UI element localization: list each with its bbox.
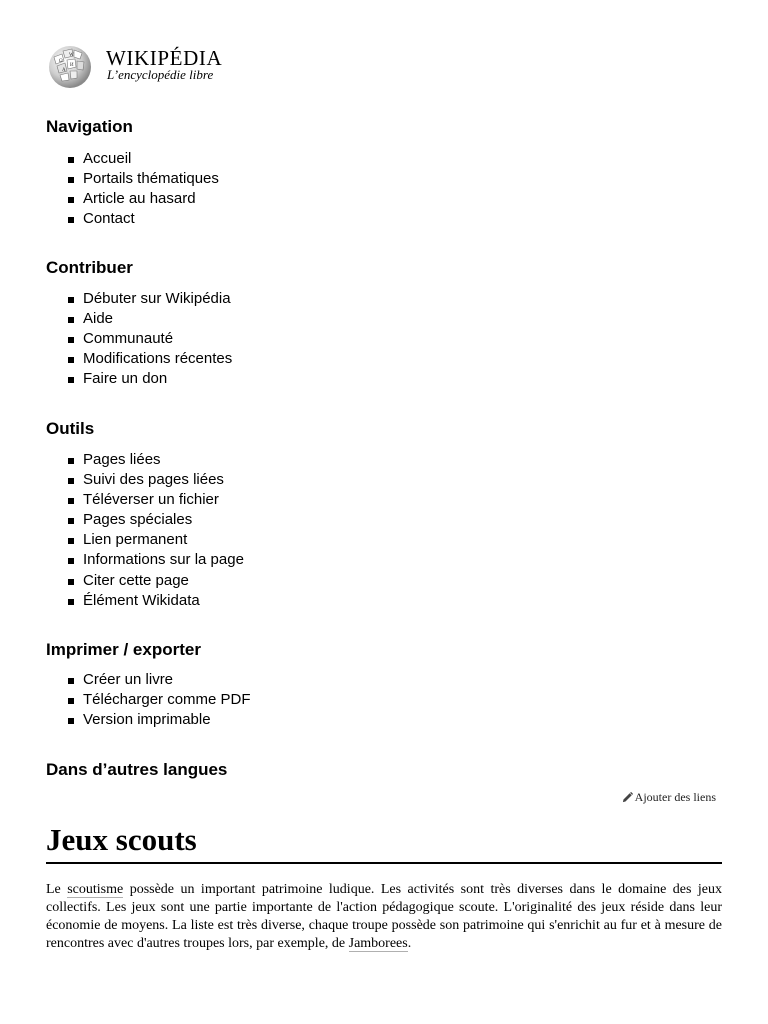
svg-text:Ω: Ω: [59, 59, 63, 64]
tool-link-pages-speciales[interactable]: Pages spéciales: [46, 510, 244, 530]
nav-link-accueil[interactable]: Accueil: [46, 149, 219, 169]
print-link-creer-livre[interactable]: Créer un livre: [46, 670, 251, 690]
pencil-icon: [622, 792, 633, 803]
logo-wordmark: WIKIPÉDIA: [106, 46, 223, 70]
intro-text-2: possède un important patrimoine ludique. Les activités sont très diverses dans le domaine des jeux collectifs. Les jeux sont une partie importante de l'action pédagogique scoute. L'originalité des jeux réside dans leur économie de moyens. La liste est très diverse, chaque troupe possède son patrimoine qui s'enrichit au fur et à mesure de rencontres avec d'autres troupes lors, par exemple, de: [46, 882, 723, 951]
logo-tagline: L’encyclopédie libre: [107, 67, 214, 82]
print-link-version-imprimable[interactable]: Version imprimable: [46, 710, 251, 730]
portal-list-navigation: [46, 149, 219, 229]
portal-heading-imprimer-exporter: Imprimer / exporter: [46, 640, 201, 659]
portal-list-imprimer-exporter: [46, 670, 251, 730]
wikipedia-globe-icon: [46, 43, 96, 89]
svg-text:W: W: [69, 53, 74, 58]
portal-list-contribuer: [46, 289, 232, 389]
portal-outils: [46, 419, 244, 611]
tool-link-citer-page[interactable]: Citer cette page: [46, 571, 244, 591]
add-links-label: Ajouter des liens: [634, 790, 716, 804]
link-jamborees[interactable]: Jamborees: [348, 936, 408, 951]
intro-text-3: .: [407, 936, 412, 951]
tool-link-element-wikidata[interactable]: Élément Wikidata: [46, 591, 244, 611]
link-scoutisme[interactable]: scoutisme: [67, 882, 124, 897]
contrib-link-aide[interactable]: Aide: [46, 309, 232, 329]
contrib-link-faire-un-don[interactable]: Faire un don: [46, 369, 232, 389]
contrib-link-debuter[interactable]: Débuter sur Wikipédia: [46, 289, 232, 309]
article-intro: [46, 881, 722, 953]
article-title: Jeux scouts: [46, 822, 722, 864]
nav-link-contact[interactable]: Contact: [46, 209, 219, 229]
wikipedia-logo[interactable]: [46, 43, 246, 89]
tool-link-televerser-fichier[interactable]: Téléverser un fichier: [46, 490, 244, 510]
portal-heading-langues: Dans d’autres langues: [46, 760, 228, 779]
portal-navigation: [46, 117, 219, 229]
svg-text:И: И: [70, 63, 74, 68]
portal-contribuer: [46, 258, 232, 389]
portal-langues: [46, 760, 227, 780]
contrib-link-communaute[interactable]: Communauté: [46, 329, 232, 349]
intro-text-1: Le: [46, 882, 68, 897]
portal-heading-navigation: Navigation: [46, 117, 133, 136]
portal-list-outils: [46, 450, 244, 611]
portal-imprimer-exporter: [46, 640, 251, 730]
tool-link-suivi-pages-liees[interactable]: Suivi des pages liées: [46, 470, 244, 490]
add-language-links-button[interactable]: [622, 789, 716, 805]
tool-link-pages-liees[interactable]: Pages liées: [46, 450, 244, 470]
nav-link-article-au-hasard[interactable]: Article au hasard: [46, 189, 219, 209]
svg-text:A: A: [62, 68, 66, 73]
contrib-link-modifications-recentes[interactable]: Modifications récentes: [46, 349, 232, 369]
portal-heading-outils: Outils: [46, 419, 95, 438]
print-link-telecharger-pdf[interactable]: Télécharger comme PDF: [46, 690, 251, 710]
tool-link-informations-page[interactable]: Informations sur la page: [46, 550, 244, 570]
nav-link-portails-thematiques[interactable]: Portails thématiques: [46, 169, 219, 189]
portal-heading-contribuer: Contribuer: [46, 258, 133, 277]
tool-link-lien-permanent[interactable]: Lien permanent: [46, 530, 244, 550]
